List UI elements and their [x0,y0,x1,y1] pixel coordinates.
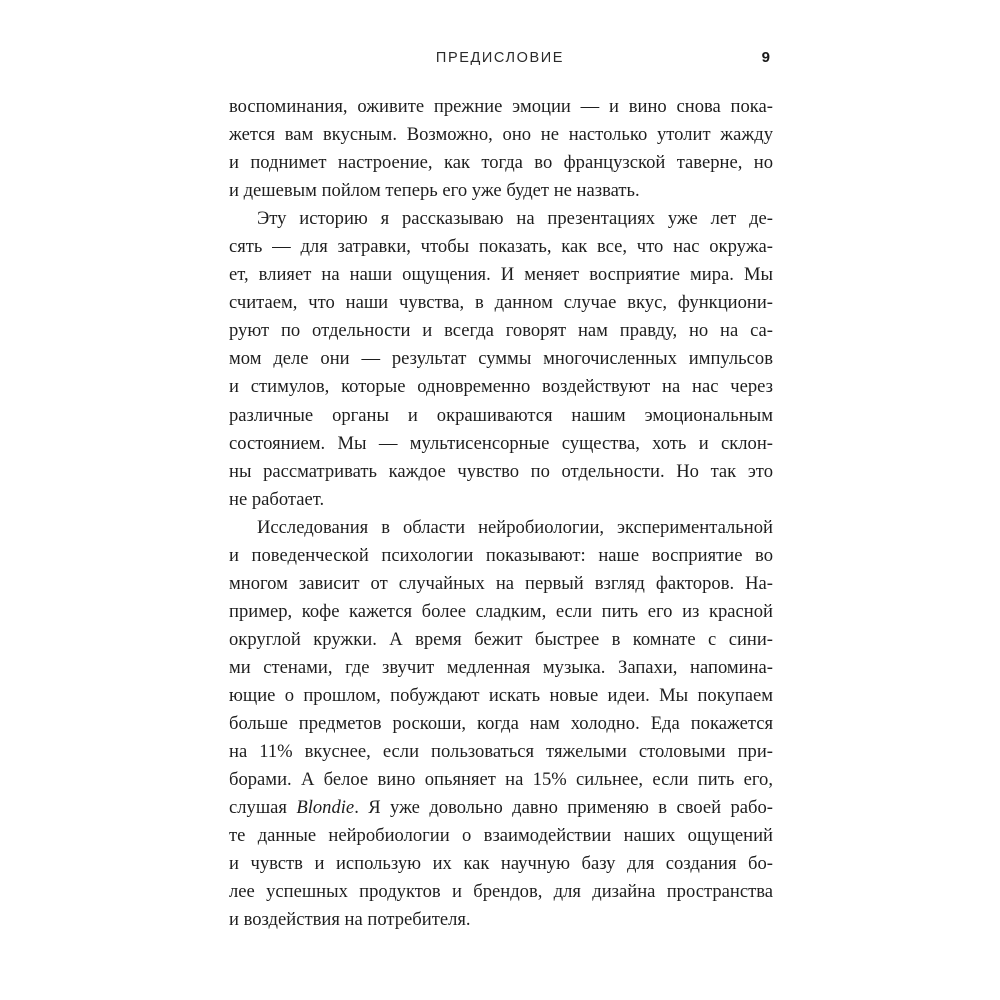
text-line: воспоминания, оживите прежние эмоции — и вино снова пока- [229,96,773,117]
running-head [230,50,770,72]
text-line: больше предметов роскоши, когда нам холодно. Еда покажется [229,713,773,735]
text-line-with-italic [229,794,773,822]
italic-title-blondie: Blondie [296,797,355,819]
text-line: жется вам вкусным. Возможно, оно не настолько утолит жажду [229,124,773,146]
text-line: и чувств и использую их как научную базу для создания бо- [229,853,773,875]
text-line: Эту историю я рассказываю на презентациях уже лет де- [257,208,773,230]
text-line: и поднимет настроение, как тогда во французской таверне, но [229,152,773,174]
text-line: мом деле они — результат суммы многочисленных импульсов [229,348,773,370]
text-line: Исследования в области нейробиологии, экспериментальной [257,516,773,538]
text-run: . Я уже довольно давно применяю в своей рабо- [354,797,773,819]
text-line: и дешевым пойлом теперь его уже будет не назвать. [229,180,640,202]
text-line: борами. А белое вино опьяняет на 15% сильнее, если пить его, [229,769,773,791]
text-line: различные органы и окрашиваются нашим эмоциональным [229,404,773,426]
page-number: 9 [761,49,770,66]
text-line: ет, влияет на наши ощущения. И меняет восприятие мира. Мы [229,264,773,286]
text-line: ющие о прошлом, побуждают искать новые идеи. Мы покупаем [229,684,773,706]
text-line: на 11% вкуснее, если пользоваться тяжелыми столовыми при- [229,741,773,763]
text-line: многом зависит от случайных на первый взгляд факторов. На- [229,572,773,594]
text-line: и поведенческой психологии показывают: наше восприятие во [229,544,773,566]
text-line: не работает. [229,488,325,510]
body-text [229,93,773,934]
text-line: пример, кофе кажется более сладким, если пить его из красной [229,600,773,622]
text-line: и стимулов, которые одновременно воздействуют на нас через [229,376,773,398]
section-title: ПРЕДИСЛОВИЕ [435,50,565,66]
text-line: ми стенами, где звучит медленная музыка. Запахи, напомина- [229,656,773,678]
text-line: сять — для затравки, чтобы показать, как все, что нас окружа- [229,236,773,258]
text-run: слушая [229,797,297,819]
text-line: округлой кружки. А время бежит быстрее в комнате с сини- [229,628,773,650]
text-line: ны рассматривать каждое чувство по отдельности. Но так это [229,460,773,482]
text-line: состоянием. Мы — мультисенсорные существа, хоть и склон- [229,432,773,454]
text-line: и воздействия на потребителя. [229,909,471,931]
text-line: руют по отдельности и всегда говорят нам правду, но на са- [229,320,773,342]
text-line: те данные нейробиологии о взаимодействии наших ощущений [229,825,773,847]
text-line: лее успешных продуктов и брендов, для дизайна пространства [229,881,773,903]
text-line: считаем, что наши чувства, в данном случае вкус, функциони- [229,292,773,314]
